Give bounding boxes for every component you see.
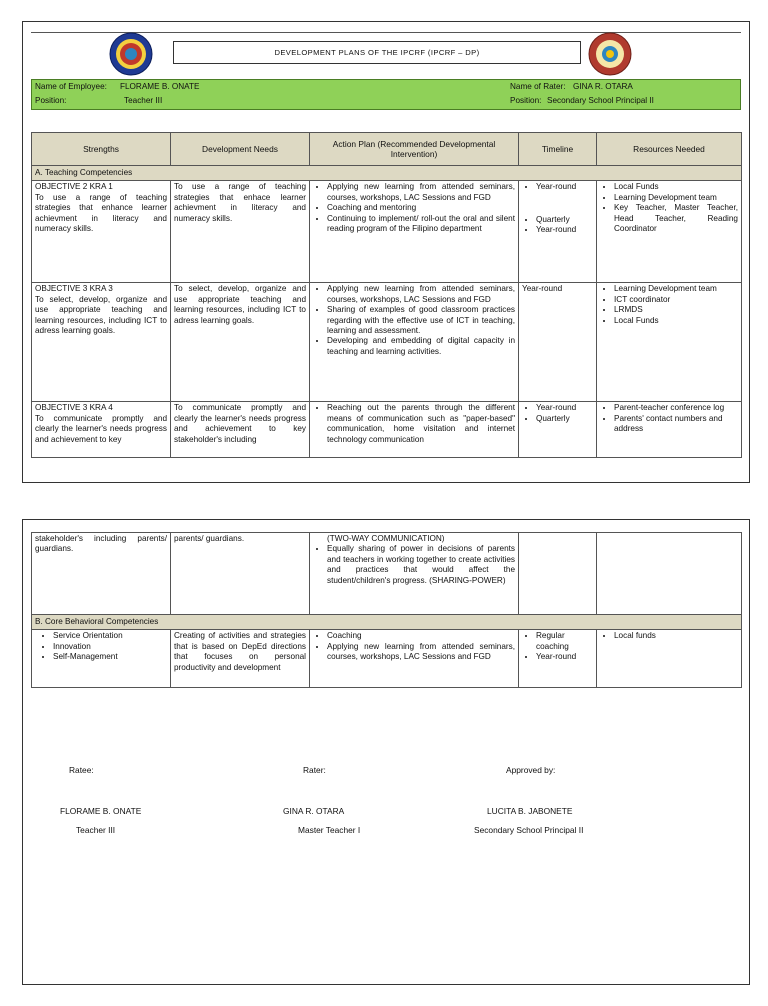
action-cell	[310, 630, 519, 688]
list-item: • Continuing to implement/ roll-out the oral and silent reading program of the Filipino department	[327, 214, 515, 235]
action-continuation: (TWO-WAY COMMUNICATION)	[327, 534, 445, 543]
approver-title: Secondary School Principal II	[474, 825, 584, 835]
need-cell: To use a range of teaching strategies that enhace learner achievment in literacy and numeracy skills.	[171, 181, 310, 283]
action-cell	[310, 402, 519, 458]
list-item: • Parents' contact numbers and address	[614, 414, 738, 435]
header-action-plan: Action Plan (Recommended Developmental Intervention)	[310, 133, 519, 166]
action-cell	[310, 181, 519, 283]
list-item: • Parent-teacher conference log	[614, 403, 738, 413]
list-item: • Developing and embedding of digital capacity in teaching and learning activities.	[327, 336, 515, 357]
list-item: • Innovation	[53, 642, 167, 652]
list-item: • Coaching and mentoring	[327, 203, 515, 213]
strength-cell	[32, 630, 171, 688]
list-item: • Regular coaching	[536, 631, 593, 652]
table-header-row	[32, 133, 742, 166]
strength-cell	[32, 402, 171, 458]
resources-cell	[597, 630, 742, 688]
strength-text: To select, develop, organize and use appropriate teaching and learning resources, including ICT to adress learning goals.	[35, 294, 167, 336]
list-item: • Sharing of examples of good classroom practices regarding with the effective use of ICT in teaching, learning and assessment.	[327, 305, 515, 336]
ratee-title: Teacher III	[76, 825, 116, 835]
need-cell: To communicate promptly and clearly the learner's needs progress and achievement to key stakeholder's including	[171, 402, 310, 458]
section-row	[32, 615, 742, 630]
resources-cell	[597, 181, 742, 283]
list-item: • Local funds	[614, 631, 738, 641]
objective-label: OBJECTIVE 2 KRA 1	[35, 182, 113, 192]
development-plan-table-continued	[31, 532, 742, 688]
need-cell: parents/ guardians.	[171, 533, 310, 615]
timeline-cell: Year-round	[519, 283, 597, 402]
table-row	[32, 283, 742, 402]
rater-name: GINA R. OTARA	[573, 82, 633, 91]
strength-cell	[32, 283, 171, 402]
action-cell	[310, 533, 519, 615]
rater-position-label: Position:	[510, 96, 542, 105]
resources-cell	[597, 533, 742, 615]
objective-label: OBJECTIVE 3 KRA 3	[35, 284, 113, 294]
list-item: • Applying new learning from attended seminars, courses, workshops, LAC Sessions and FGD	[327, 284, 515, 305]
strength-cell	[32, 181, 171, 283]
list-item: • Applying new learning from attended seminars, courses, workshops, LAC Sessions and FGD	[327, 182, 515, 203]
section-row	[32, 166, 742, 181]
list-item: • Reaching out the parents through the different means of communication such as "paper-based" communication, home visitation and internet technology communication	[327, 403, 515, 445]
ratee-label: Ratee:	[69, 765, 94, 775]
objective-label: OBJECTIVE 3 KRA 4	[35, 403, 113, 413]
strength-text: To communicate promptly and clearly the learner's needs progress and achievement to key	[35, 413, 167, 444]
employee-name-label: Name of Employee:	[35, 82, 107, 91]
list-item: • Local Funds	[614, 316, 738, 326]
list-item: • Self-Management	[53, 652, 167, 662]
resources-cell	[597, 402, 742, 458]
list-item: • Year-round	[536, 403, 593, 413]
table-row	[32, 630, 742, 688]
deped-seal-logo	[109, 32, 153, 76]
list-item: • Year-round	[536, 652, 593, 662]
employee-name: FLORAME B. ONATE	[120, 82, 200, 91]
list-item: • Key Teacher, Master Teacher, Head Teacher, Reading Coordinator	[614, 203, 738, 234]
need-cell: To select, develop, organize and use appropriate teaching and learning resources, including ICT to adress learning goals.	[171, 283, 310, 402]
header-timeline: Timeline	[519, 133, 597, 166]
page-2	[22, 519, 750, 985]
ratee-name: FLORAME B. ONATE	[60, 806, 142, 816]
document-title: DEVELOPMENT PLANS OF THE IPCRF (IPCRF – DP)	[173, 41, 581, 64]
list-item: • Coaching	[327, 631, 515, 641]
employee-info-bar	[31, 79, 741, 110]
employee-position: Teacher III	[124, 96, 163, 105]
rater-title: Master Teacher I	[298, 825, 361, 835]
list-item: • Quarterly	[536, 215, 593, 225]
list-item: • ICT coordinator	[614, 295, 738, 305]
rater-signatory-name: GINA R. OTARA	[283, 806, 345, 816]
list-item: • Applying new learning from attended seminars, courses, workshops, LAC Sessions and FGD	[327, 642, 515, 663]
timeline-cell	[519, 181, 597, 283]
rater-name-label: Name of Rater:	[510, 82, 566, 91]
timeline-cell	[519, 402, 597, 458]
approver-name: LUCITA B. JABONETE	[487, 806, 573, 816]
action-cell	[310, 283, 519, 402]
list-item: • Local Funds	[614, 182, 738, 192]
timeline-cell	[519, 533, 597, 615]
section-core-behavioral-competencies: B. Core Behavioral Competencies	[32, 615, 742, 630]
development-plan-table	[31, 132, 742, 458]
list-item: • Year-round	[536, 182, 593, 192]
approved-by-label: Approved by:	[506, 765, 556, 775]
section-teaching-competencies: A. Teaching Competencies	[32, 166, 742, 181]
list-item: • Service Orientation	[53, 631, 167, 641]
school-seal-logo	[588, 32, 632, 76]
resources-cell	[597, 283, 742, 402]
table-row	[32, 181, 742, 283]
list-item: • Equally sharing of power in decisions of parents and teachers in working together to create activities and practices that would affect the student/children's progress. (SHARING-POWER)	[327, 544, 515, 586]
list-item: • Learning Development team	[614, 284, 738, 294]
list-item: • Quarterly	[536, 414, 593, 424]
employee-position-label: Position:	[35, 96, 67, 105]
header-strengths: Strengths	[32, 133, 171, 166]
header-development-needs: Development Needs	[171, 133, 310, 166]
page-1	[22, 21, 750, 483]
header-resources: Resources Needed	[597, 133, 742, 166]
list-item: • Year-round	[536, 225, 593, 235]
table-row	[32, 533, 742, 615]
strength-cell: stakeholder's including parents/ guardians.	[32, 533, 171, 615]
list-item: • Learning Development team	[614, 193, 738, 203]
list-item: • LRMDS	[614, 305, 738, 315]
timeline-cell	[519, 630, 597, 688]
rater-position: Secondary School Principal II	[547, 96, 654, 105]
table-row	[32, 402, 742, 458]
rater-label: Rater:	[303, 765, 326, 775]
need-cell: Creating of activities and strategies that is based on DepEd directions that focuses on personal productivity and development	[171, 630, 310, 688]
strength-text: To use a range of teaching strategies that enhance learner achievment in literacy and numeracy skills.	[35, 192, 167, 234]
